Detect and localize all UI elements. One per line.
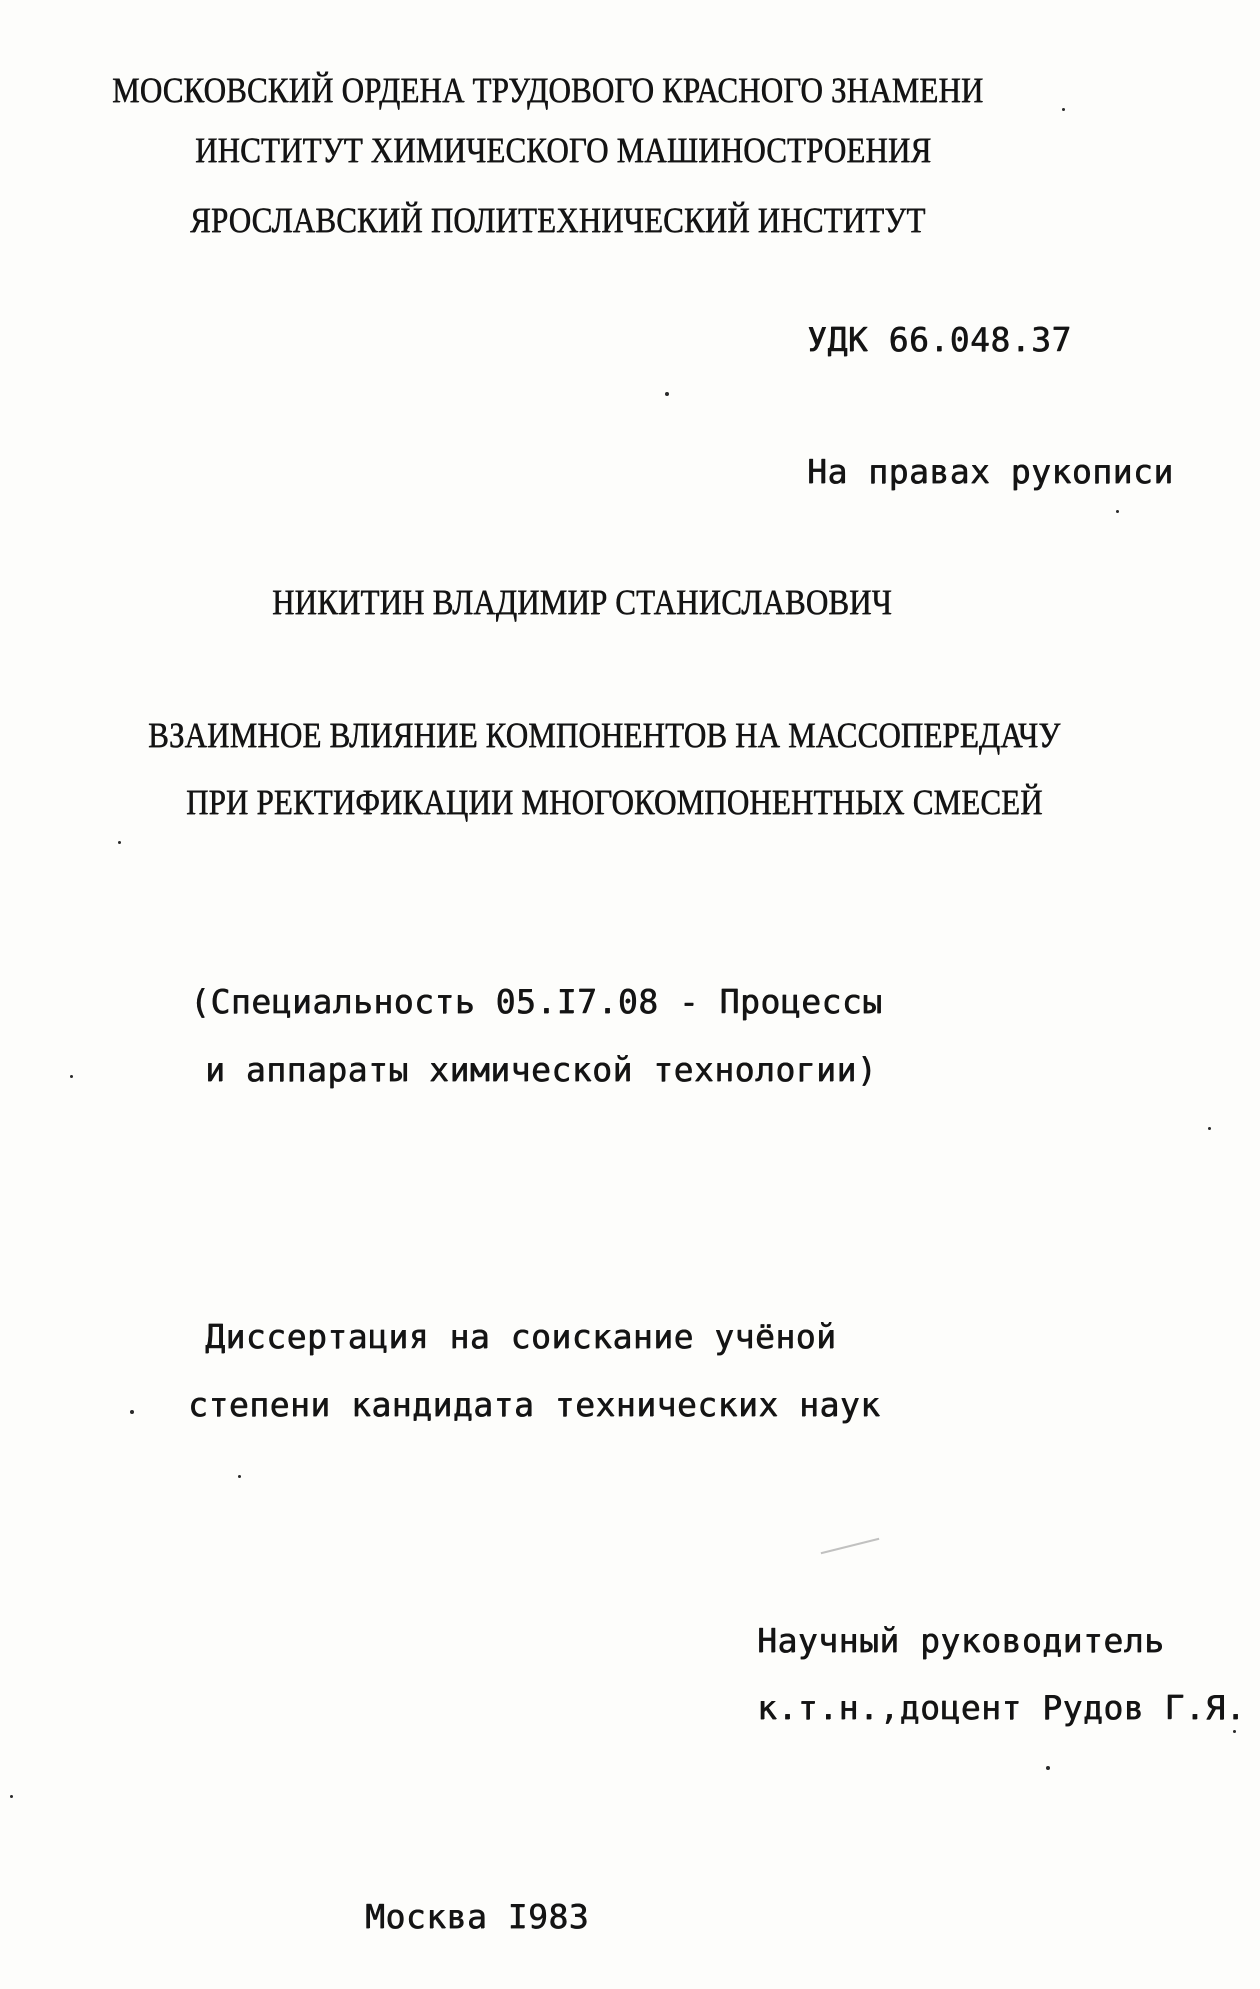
specialty-line-1: (Специальность 05.I7.08 - Процессы xyxy=(190,982,883,1021)
degree-line-2: степени кандидата технических наук xyxy=(188,1385,881,1424)
supervisor-line-1: Научный руководитель xyxy=(757,1621,1165,1660)
scan-scratch xyxy=(821,1538,880,1554)
thesis-title-line-2: ПРИ РЕКТИФИКАЦИИ МНОГОКОМПОНЕНТНЫХ СМЕСЕЙ xyxy=(186,782,1043,822)
manuscript-note: На правах рукописи xyxy=(807,452,1174,491)
udc-code: УДК 66.048.37 xyxy=(807,320,1072,359)
specialty-line-2: и аппараты химической технологии) xyxy=(205,1050,878,1089)
supervisor-line-2: к.т.н.,доцент Рудов Г.Я. xyxy=(757,1688,1246,1727)
institution-line-2: ИНСТИТУТ ХИМИЧЕСКОГО МАШИНОСТРОЕНИЯ xyxy=(195,130,932,170)
thesis-title-line-1: ВЗАИМНОЕ ВЛИЯНИЕ КОМПОНЕНТОВ НА МАССОПЕРЕДАЧУ xyxy=(148,715,1061,755)
degree-line-1: Диссертация на соискание учёной xyxy=(205,1317,837,1356)
institution-line-3: ЯРОСЛАВСКИЙ ПОЛИТЕХНИЧЕСКИЙ ИНСТИТУТ xyxy=(190,200,926,240)
place-and-year: Москва I983 xyxy=(365,1897,590,1936)
institution-line-1: МОСКОВСКИЙ ОРДЕНА ТРУДОВОГО КРАСНОГО ЗНАМЕНИ xyxy=(112,70,984,110)
author-name: НИКИТИН ВЛАДИМИР СТАНИСЛАВОВИЧ xyxy=(272,582,892,622)
